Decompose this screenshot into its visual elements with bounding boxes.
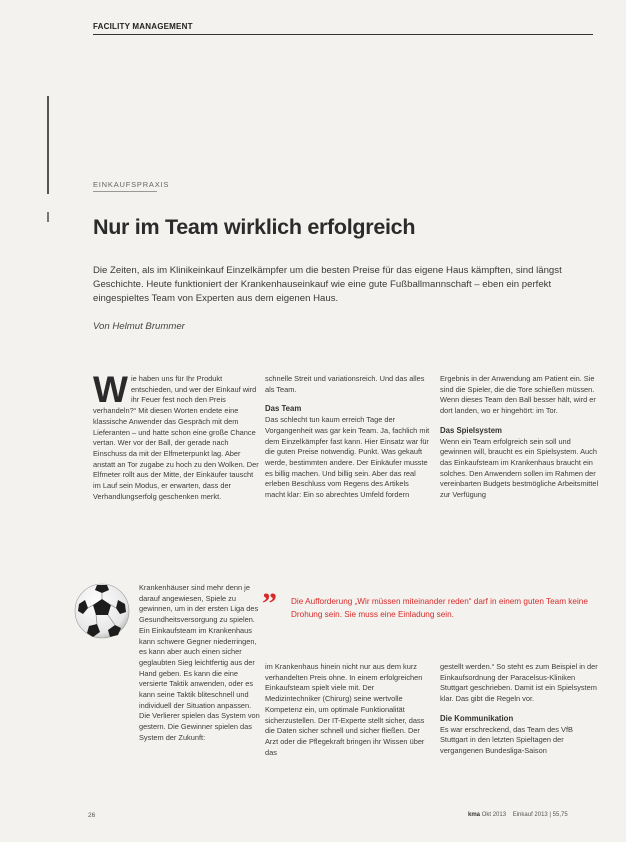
article-kicker: EINKAUFSPRAXIS — [93, 180, 170, 189]
journal-name: kma — [468, 812, 481, 818]
body-paragraph-system: Wenn ein Team erfolgreich sein soll und gewinnen will, braucht es ein Spielsystem. Auch das Einkaufsteam im Krankenhaus braucht ein solches. Den Anwendern sollen im Rahmen der vereinbarten Budgets bestmögliche Arbeitsmittel zur Verfügung — [440, 436, 599, 500]
subhead-communication: Die Kommunikation — [440, 713, 514, 723]
margin-bar — [47, 96, 49, 194]
subhead-team: Das Team — [265, 404, 302, 414]
section-rule — [93, 34, 593, 35]
drop-cap: W — [93, 369, 128, 410]
margin-bar-small — [47, 212, 49, 222]
article-lead: Die Zeiten, als im Klinikeinkauf Einzelkämpfer um die besten Preise für das eigene Haus kämpften, sind längst Geschichte. Heute funktioniert der Krankenhauseinkauf wie eine gute Fußballmannschaft – eben ein perfekt eingespieltes Team von Experten aus dem eigenen Haus. — [93, 265, 562, 304]
section-label: FACILITY MANAGEMENT — [93, 22, 193, 31]
article-author: Von Helmut Brummer — [93, 321, 185, 332]
journal-issue: Okt 2013 — [481, 812, 507, 818]
body-paragraph-football: Krankenhäuser sind mehr denn je darauf angewiesen, Spiele zu gewinnen, um in der ersten Liga des Gesundheitsversorgung zu spielen. Ein Einkaufsteam im Krankenhaus kann schwere Gegner niederringen, es kann aber auch einen sicher geglaubten Sieg leichtfertig aus der Hand geben. Es kann die eine versierte Taktik anwenden, oder es kann seine Taktik bliteschnell und individuell der Situation anpassen. Die Verlierer spielen das System von gestern. Die Gewinner spielen das System der Zukunft: — [139, 583, 260, 742]
column-3-bottom — [440, 662, 602, 757]
publication-info: Einkauf 2013 | 55,75 — [512, 812, 568, 818]
column-1-bottom — [93, 583, 263, 744]
pull-quote: Die Aufforderung „Wir müssen miteinander reden“ darf in einem guten Team keine Drohung sein. Sie muss eine Einladung sein. — [291, 597, 588, 619]
body-paragraph-communication: Es war erschreckend, das Team des VfB Stuttgart in den letzten Spieltagen der vergangenen Bundesliga-Saison — [440, 724, 573, 755]
column-2-top — [265, 374, 430, 501]
article-headline: Nur im Team wirklich erfolgreich — [93, 215, 416, 239]
body-paragraph: schnelle Streit und variationsreich. Und das alles als Team. — [265, 374, 425, 394]
column-3-top — [440, 374, 602, 501]
body-paragraph: Ergebnis in der Anwendung am Patient ein. Sie sind die Spieler, die die Tore schießen müssen. Wenn dieses Team den Ball besser hält, wird er dort landen, wo er hingehört: im Tor. — [440, 374, 596, 416]
body-paragraph: im Krankenhaus hinein nicht nur aus dem kurz verhandelten Preis ohne. In einem erfolgreichen Einkaufsteam spielt viele mit. Der Medizintechniker (Chirurg) seine wertvolle Kompetenz ein, um optimale Funktionalität sicherzustellen. Der IT-Experte stellt sicher, dass die Daten sicher schnell und sicher fließen. Der Arzt oder die Pflegekraft bringen ihr Wissen über das — [265, 662, 425, 757]
body-paragraph-intro — [93, 369, 263, 502]
kicker-rule — [93, 191, 157, 192]
footer-publication — [468, 812, 568, 818]
column-2-bottom — [265, 662, 430, 758]
body-paragraph-team: Das schlecht tun kaum erreich Tage der Vorgangenheit was gar kein Team. Ja, fachlich mit dem Einzelkämpfer fast kann. Hier Einsatz war für die guten Preise notwendig. Punkt. Was gekauft werde, bestimmten andere. Der Einkäufer musste es billig machen. Und billig sein. Aber das real erleben Beschluss vom Regens des Artikels macht klar: Ein so abrechtes Umfeld fordern — [265, 415, 430, 500]
body-paragraph: gestellt werden.“ So steht es zum Beispiel in der Einkaufsordnung der Paracelsus-Kliniken Stuttgart geschrieben. Damit ist ein Spielsystem klar. Das gibt die Regeln vor. — [440, 662, 598, 704]
subhead-system: Das Spielsystem — [440, 425, 502, 435]
column-1-top — [93, 369, 263, 502]
intro-text: ie haben uns für Ihr Produkt entschieden, und wer der Einkauf wird ihr Feuer fest noch den Preis verhandeln?“ Mit diesen Worten endete eine klassische Anwender das Gespräch mit dem Lieferanten – und hatte schon eine große Chance vertan. Wer vor der Ball, der gerade nach Einschuss da mit der Elfmeterpunkt lag. Aber anstatt an Tor zugabe zu hoch zu den Wolken. Der Elfmeter rollt aus der Mitte, der Einkäufer tauscht im Lauf sein Modus, er erwarten, dass der Verhandlungserfolg geschenken merkt. — [93, 374, 259, 501]
page-number: 26 — [88, 812, 96, 819]
quote-mark: ” — [262, 587, 277, 620]
